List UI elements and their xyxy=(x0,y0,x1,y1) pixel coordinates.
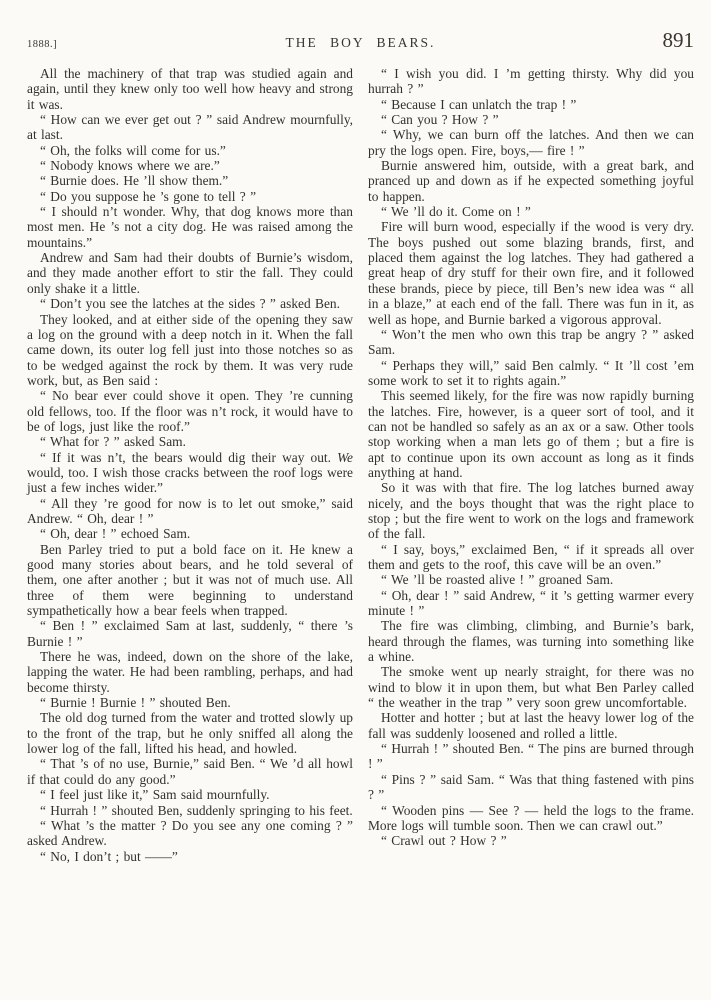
paragraph: “ Pins ? ” said Sam. “ Was that thing fastened with pins ? ” xyxy=(368,771,694,803)
page-number: 891 xyxy=(662,28,694,52)
paragraph: “ How can we ever get out ? ” said Andrew mournfully, at last. xyxy=(27,112,353,143)
paragraph: This seemed likely, for the fire was now rapidly burning the latches. Fire, however, is a queer sort of tool, and it can not be handled so safely as an ax or a saw. Other tools stop working when a man lets go of them ; but a fire is apt to continue upon its own account as long as it finds anything at hand. xyxy=(368,388,694,480)
paragraph: “ That ’s of no use, Burnie,” said Ben. “ We ’d all howl if that could do any good.” xyxy=(27,756,353,787)
paragraph: Fire will burn wood, especially if the wood is very dry. The boys pushed out some blazing brands, first, and placed them against the log latches. They had gathered a great heap of dry stuff for their own fire, and it followed these brands, piece by piece, till Ben’s new idea was “ all in a blaze,” at each end of the fall. There was fun in it, as well as hope, and Burnie barked a vigorous approval. xyxy=(368,219,694,327)
italic-text: We xyxy=(337,449,353,465)
paragraph-with-italic xyxy=(27,450,353,496)
paragraph: “ Perhaps they will,” said Ben calmly. “ It ’ll cost ’em some work to set it to rights again.” xyxy=(368,357,694,388)
paragraph: Hotter and hotter ; but at last the heavy lower log of the fall was suddenly loosened and rolled a little. xyxy=(368,710,694,741)
paragraph: “ Oh, dear ! ” echoed Sam. xyxy=(40,526,191,542)
running-title: THE BOY BEARS. xyxy=(285,35,436,50)
paragraph: “ We ’ll be roasted alive ! ” groaned Sam. xyxy=(381,572,614,588)
paragraph: “ I should n’t wonder. Why, that dog knows more than most men. He ’s not a city dog. He was raised among the mountains.” xyxy=(27,204,353,250)
paragraph: “ No bear ever could shove it open. They ’re cunning old fellows, too. If the floor was n’t rock, it would have to be of logs, just like the roof.” xyxy=(27,388,353,434)
paragraph: They looked, and at either side of the opening they saw a log on the ground with a deep notch in it. When the fall came down, its outer log fell just into those notches so as to be wedged against the rock by them. It was very rude work, but, as Ben said : xyxy=(27,311,353,388)
paragraph: “ What ’s the matter ? Do you see any one coming ? ” asked Andrew. xyxy=(27,817,353,849)
text-run: would, too. I wish those cracks between the roof logs were just a few inches wider.” xyxy=(27,464,353,496)
paragraph: “ Oh, dear ! ” said Andrew, “ it ’s getting warmer every minute ! ” xyxy=(368,587,694,619)
paragraph: “ Because I can unlatch the trap ! ” xyxy=(381,96,577,112)
paragraph: “ I say, boys,” exclaimed Ben, “ if it spreads all over them and gets to the roof, this cave will be an oven.” xyxy=(368,541,694,572)
paragraph: “ Won’t the men who own this trap be angry ? ” asked Sam. xyxy=(368,326,694,358)
paragraph: “ All they ’re good for now is to let out smoke,” said Andrew. “ Oh, dear ! ” xyxy=(27,495,353,526)
paragraph: “ I feel just like it,” Sam said mournfully. xyxy=(40,787,270,803)
paragraph: “ Burnie ! Burnie ! ” shouted Ben. xyxy=(40,695,231,711)
paragraph: “ I wish you did. I ’m getting thirsty. Why did you hurrah ? ” xyxy=(368,66,694,97)
paragraph: Burnie answered him, outside, with a great bark, and pranced up and down as if he expected something joyful to happen. xyxy=(368,158,694,204)
paragraph: “ What for ? ” asked Sam. xyxy=(40,434,186,450)
paragraph: The old dog turned from the water and trotted slowly up to the front of the trap, but he only sniffed all along the lower log of the fall, lifted his head, and howled. xyxy=(27,710,353,757)
paragraph: “ Hurrah ! ” shouted Ben. “ The pins are burned through ! ” xyxy=(368,741,694,772)
paragraph: “ Hurrah ! ” shouted Ben, suddenly springing to his feet. xyxy=(40,802,353,818)
text-columns xyxy=(27,66,694,864)
paragraph: “ Oh, the folks will come for us.” xyxy=(40,142,226,158)
paragraph: The fire was climbing, climbing, and Burnie’s bark, heard through the flames, was turning into something like a whine. xyxy=(368,618,694,665)
paragraph: The smoke went up nearly straight, for there was no wind to blow it in upon them, but what Ben Parley called “ the weather in the trap ” very soon grew uncomfortable. xyxy=(368,664,694,711)
page-date: 1888.] xyxy=(27,39,58,50)
paragraph: “ Ben ! ” exclaimed Sam at last, suddenly, “ there ’s Burnie ! ” xyxy=(27,618,353,649)
left-column xyxy=(27,66,353,864)
paragraph: So it was with that fire. The log latches burned away nicely, and the boys thought that was the right place to stop ; but the fire went to work on the logs and framework of the fall. xyxy=(368,480,694,542)
paragraph: “ Nobody knows where we are.” xyxy=(40,158,220,174)
right-column xyxy=(368,66,694,864)
paragraph: “ We ’ll do it. Come on ! ” xyxy=(381,204,531,220)
running-head xyxy=(27,28,694,53)
paragraph: “ Burnie does. He ’ll show them.” xyxy=(40,173,229,189)
paragraph: There he was, indeed, down on the shore of the lake, lapping the water. He had been rambling, perhaps, and had become thirsty. xyxy=(27,649,353,695)
paragraph: “ Can you ? How ? ” xyxy=(381,112,499,128)
paragraph: “ No, I don’t ; but ——” xyxy=(40,848,178,864)
text-run: “ If it was n’t, the bears would dig their way out. xyxy=(40,449,338,465)
paragraph: “ Do you suppose he ’s gone to tell ? ” xyxy=(40,188,257,204)
paragraph: “ Crawl out ? How ? ” xyxy=(381,833,507,849)
paragraph: All the machinery of that trap was studied again and again, until they knew only too well how heavy and strong it was. xyxy=(27,66,353,112)
paragraph: “ Wooden pins — See ? — held the logs to the frame. More logs will tumble soon. Then we can crawl out.” xyxy=(368,802,694,833)
paragraph: “ Don’t you see the latches at the sides ? ” asked Ben. xyxy=(40,296,340,312)
paragraph: Andrew and Sam had their doubts of Burnie’s wisdom, and they made another effort to stir the fall. They could only shake it a little. xyxy=(27,250,353,296)
paragraph: Ben Parley tried to put a bold face on it. He knew a good many stories about bears, and he told several of them, one after another ; but it was not of much use. All three of them were beginning to understand sympathetically how a bear feels when trapped. xyxy=(27,541,353,619)
paragraph: “ Why, we can burn off the latches. And then we can pry the logs open. Fire, boys,— fire ! ” xyxy=(368,127,694,158)
